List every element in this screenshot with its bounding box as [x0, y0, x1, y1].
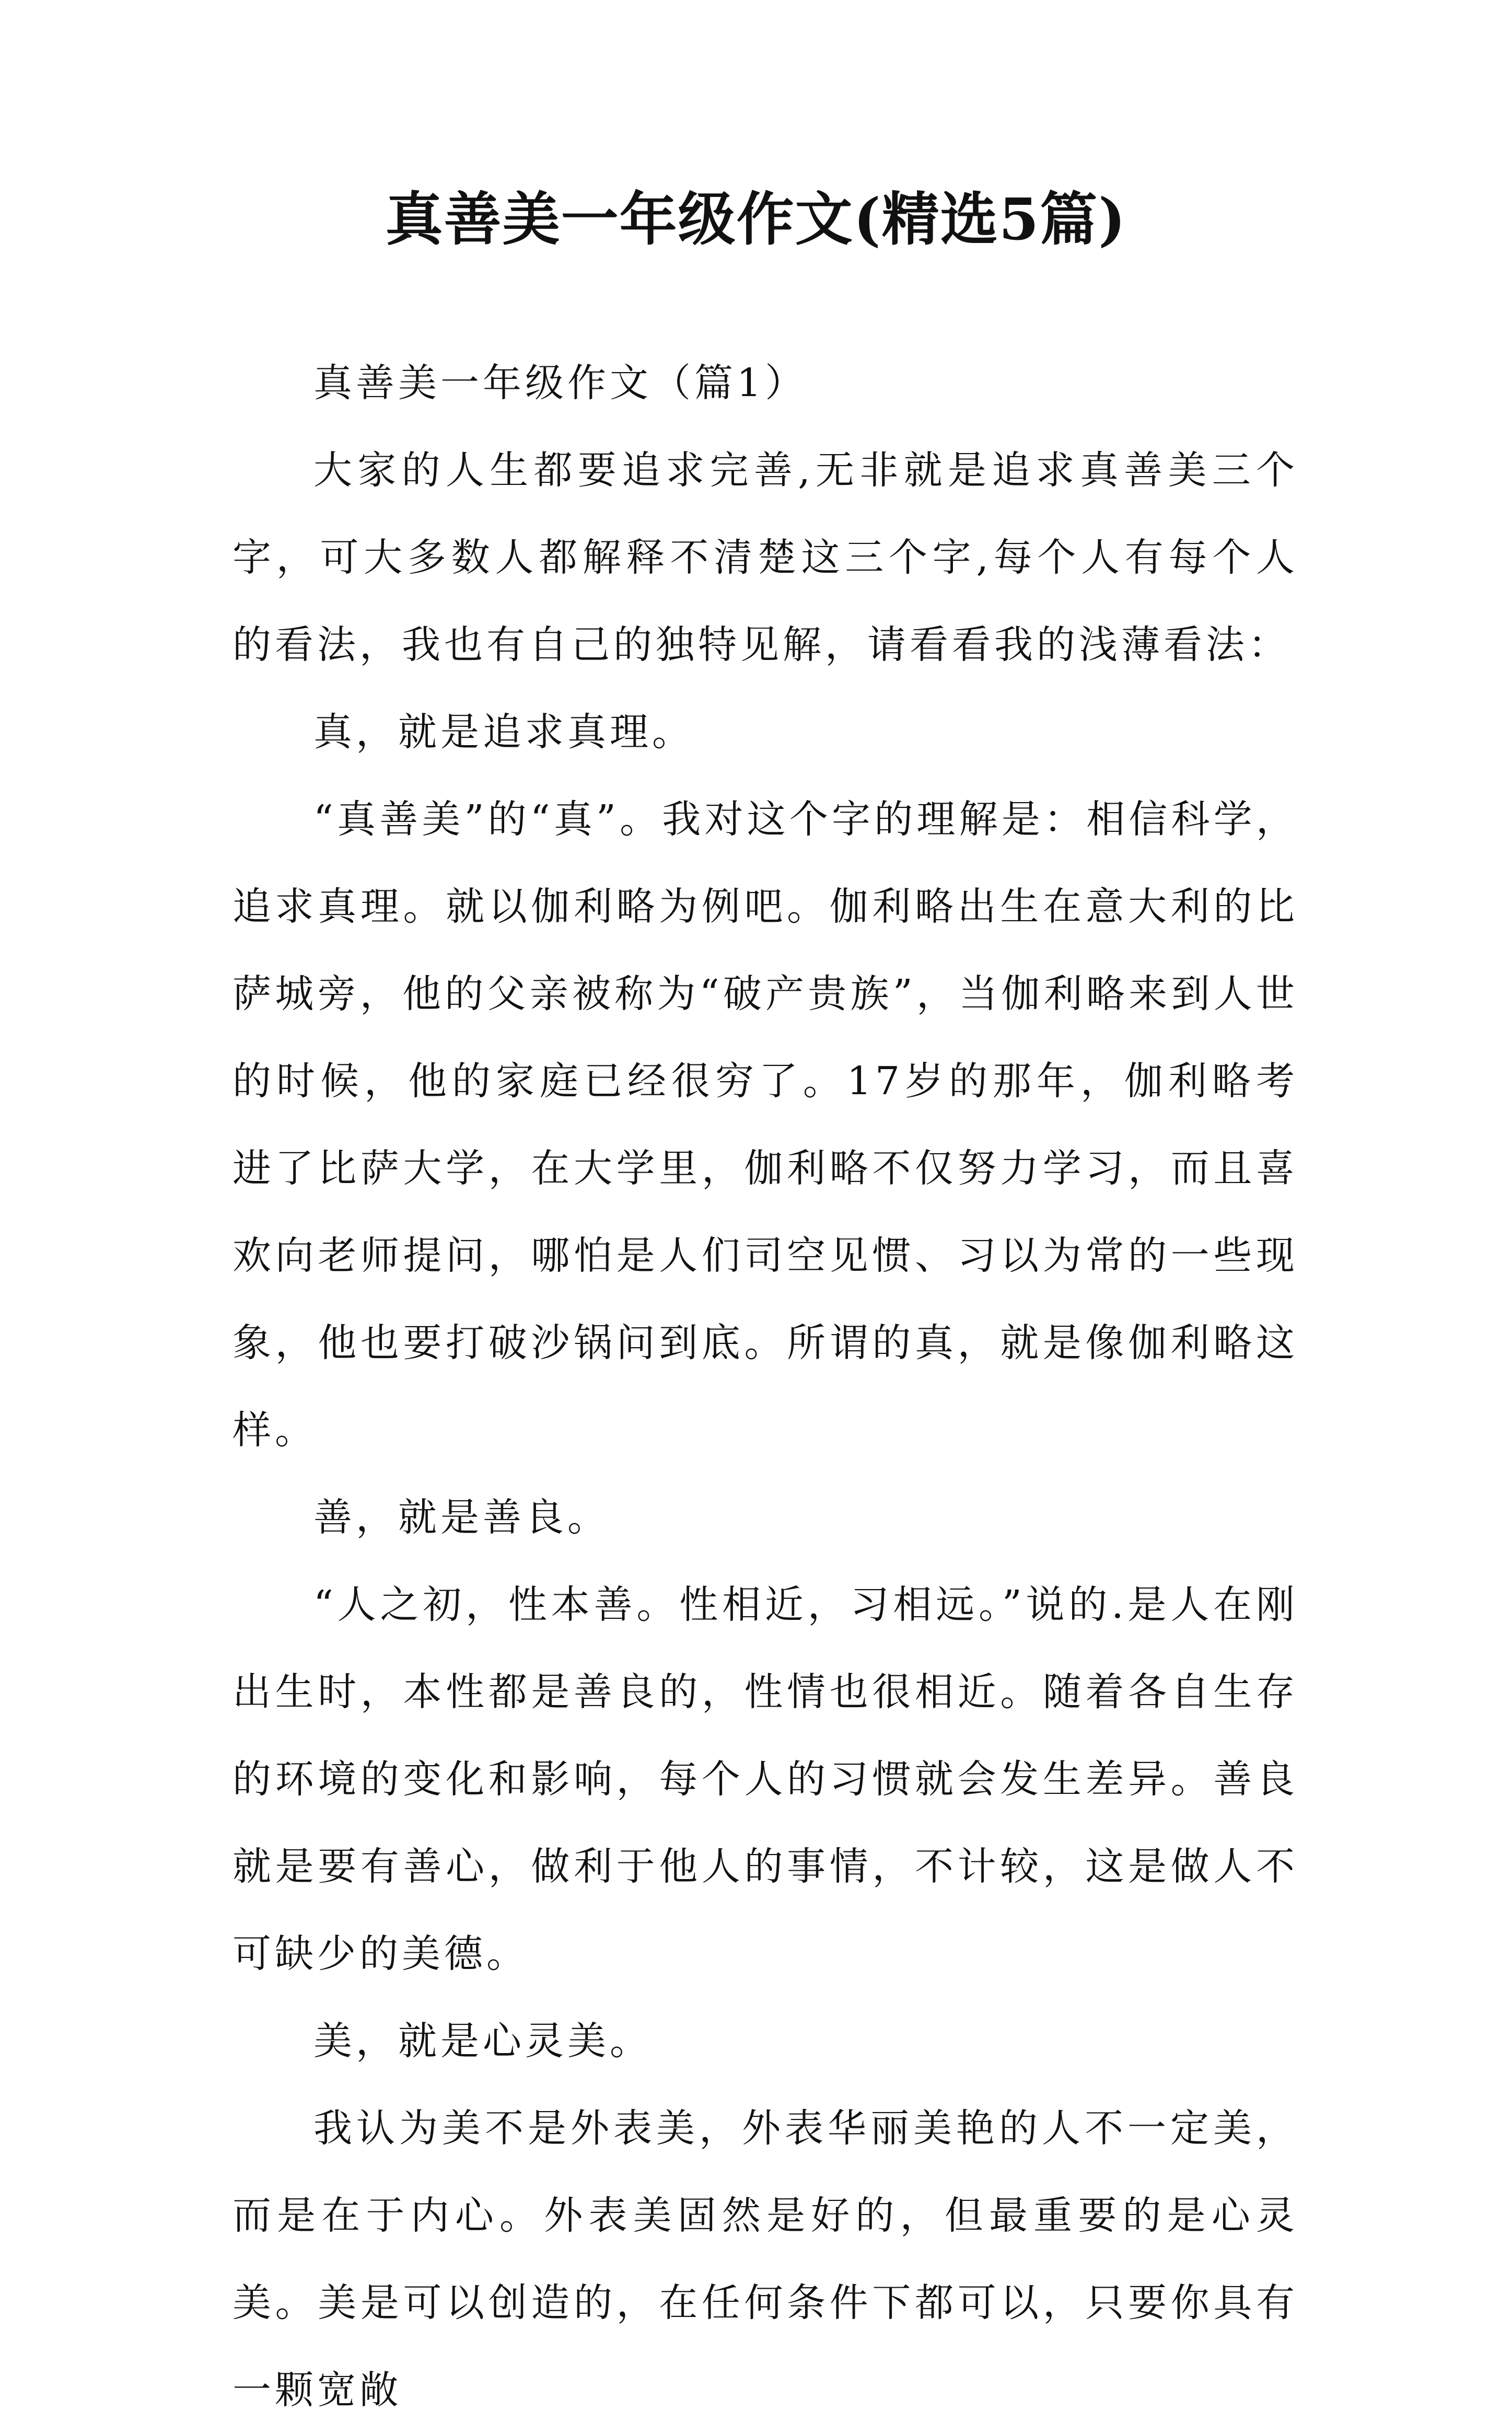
paragraph: 善，就是善良。: [313, 1495, 610, 1540]
paragraph: 大家的人生都要追求完善,无非就是追求真善美三个字，可大多数人都解释不清楚这三个字,每个人有每个人的看法，我也有自己的独特见解，请看看我的浅薄看法：: [232, 448, 1298, 667]
paragraph: 我认为美不是外表美，外表华丽美艳的人不一定美，而是在于内心。外表美固然是好的，但最重要的是心灵美。美是可以创造的，在任何条件下都可以，只要你具有一颗宽敞: [232, 2106, 1298, 2413]
paragraph: “真善美”的“真”。我对这个字的理解是：相信科学，追求真理。就以伽利略为例吧。伽利略出生在意大利的比萨城旁，他的父亲被称为“破产贵族”，当伽利略来到人世的时候，他的家庭已经很穷了。17岁的那年，伽利略考进了比萨大学，在大学里，伽利略不仅努力学习，而且喜欢向老师提问，哪怕是人们司空见惯、习以为常的一些现象，他也要打破沙锅问到底。所谓的真，就是像伽利略这样。: [232, 797, 1298, 1453]
paragraph: 真，就是追求真理。: [313, 710, 694, 755]
document-title: 真善美一年级作文(精选5篇): [385, 186, 1127, 253]
paragraph: 美，就是心灵美。: [313, 2019, 652, 2064]
section-heading: 真善美一年级作文（篇1）: [313, 361, 808, 405]
paragraph: “人之初，性本善。性相近，习相远。”说的.是人在刚出生时，本性都是善良的，性情也很相近。随着各自生存的环境的变化和影响，每个人的习惯就会发生差异。善良就是要有善心，做利于他人的事情，不计较，这是做人不可缺少的美德。: [232, 1582, 1298, 1976]
document-body: [232, 340, 1298, 2434]
